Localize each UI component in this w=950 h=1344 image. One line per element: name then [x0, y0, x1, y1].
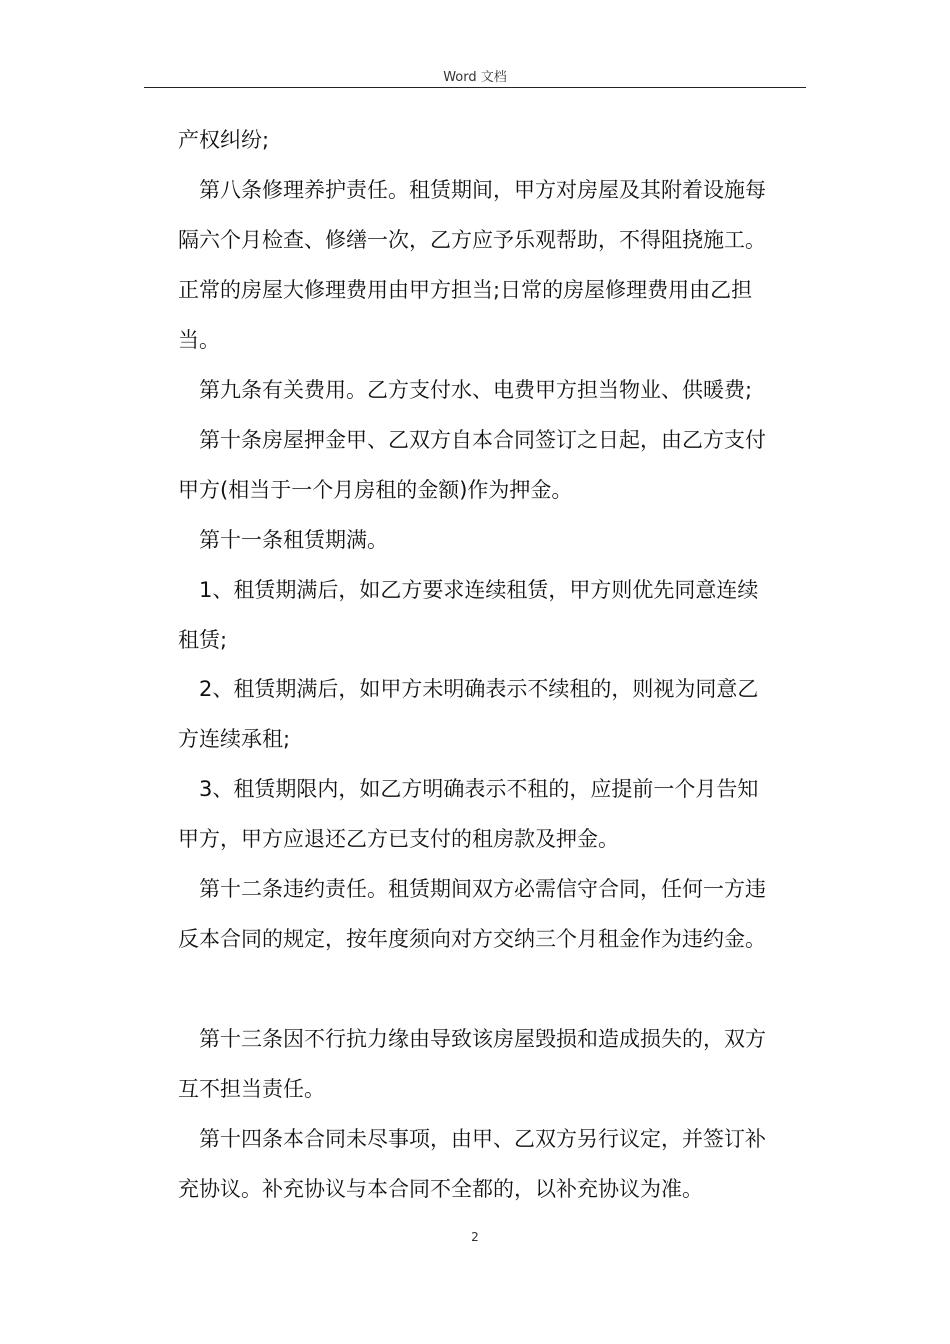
page-header: Word 文档: [443, 70, 507, 85]
text-line: 2、租赁期满后，如甲方未明确表示不续租的，则视为同意乙: [199, 677, 759, 701]
text-line: 隔六个月检查、修缮一次，乙方应予乐观帮助，不得阻挠施工。: [178, 228, 766, 252]
text-line: 3、租赁期限内，如乙方明确表示不租的，应提前一个月告知: [199, 777, 759, 801]
text-line: 甲方(相当于一个月房租的金额)作为押金。: [178, 478, 573, 502]
text-line: 第十条房屋押金甲、乙双方自本合同签订之日起，由乙方支付: [199, 428, 766, 452]
text-line: 第九条有关费用。乙方支付水、电费甲方担当物业、供暖费;: [199, 378, 753, 402]
text-line: 1、租赁期满后，如乙方要求连续租赁，甲方则优先同意连续: [199, 578, 759, 602]
text-line: 方连续承租;: [178, 727, 291, 751]
text-line: 第十三条因不行抗力缘由导致该房屋毁损和造成损失的，双方: [199, 1027, 766, 1051]
text-line: 互不担当责任。: [178, 1077, 325, 1101]
text-line: 反本合同的规定，按年度须向对方交纳三个月租金作为违约金。: [178, 927, 766, 951]
page-number: 2: [471, 1230, 479, 1244]
text-line: 产权纠纷;: [178, 128, 270, 152]
text-line: 第十四条本合同未尽事项，由甲、乙双方另行议定，并签订补: [199, 1127, 766, 1151]
text-line: 第十一条租赁期满。: [199, 528, 388, 552]
text-line: 充协议。补充协议与本合同不全都的，以补充协议为准。: [178, 1177, 703, 1201]
text-line: 当。: [178, 328, 220, 352]
header-rule: [144, 87, 806, 88]
text-line: 第十二条违约责任。租赁期间双方必需信守合同，任何一方违: [199, 877, 766, 901]
text-line: 正常的房屋大修理费用由甲方担当;日常的房屋修理费用由乙担: [178, 278, 753, 302]
text-line: 第八条修理养护责任。租赁期间，甲方对房屋及其附着设施每: [199, 178, 766, 202]
text-line: 甲方，甲方应退还乙方已支付的租房款及押金。: [178, 827, 619, 851]
text-line: 租赁;: [178, 628, 228, 652]
